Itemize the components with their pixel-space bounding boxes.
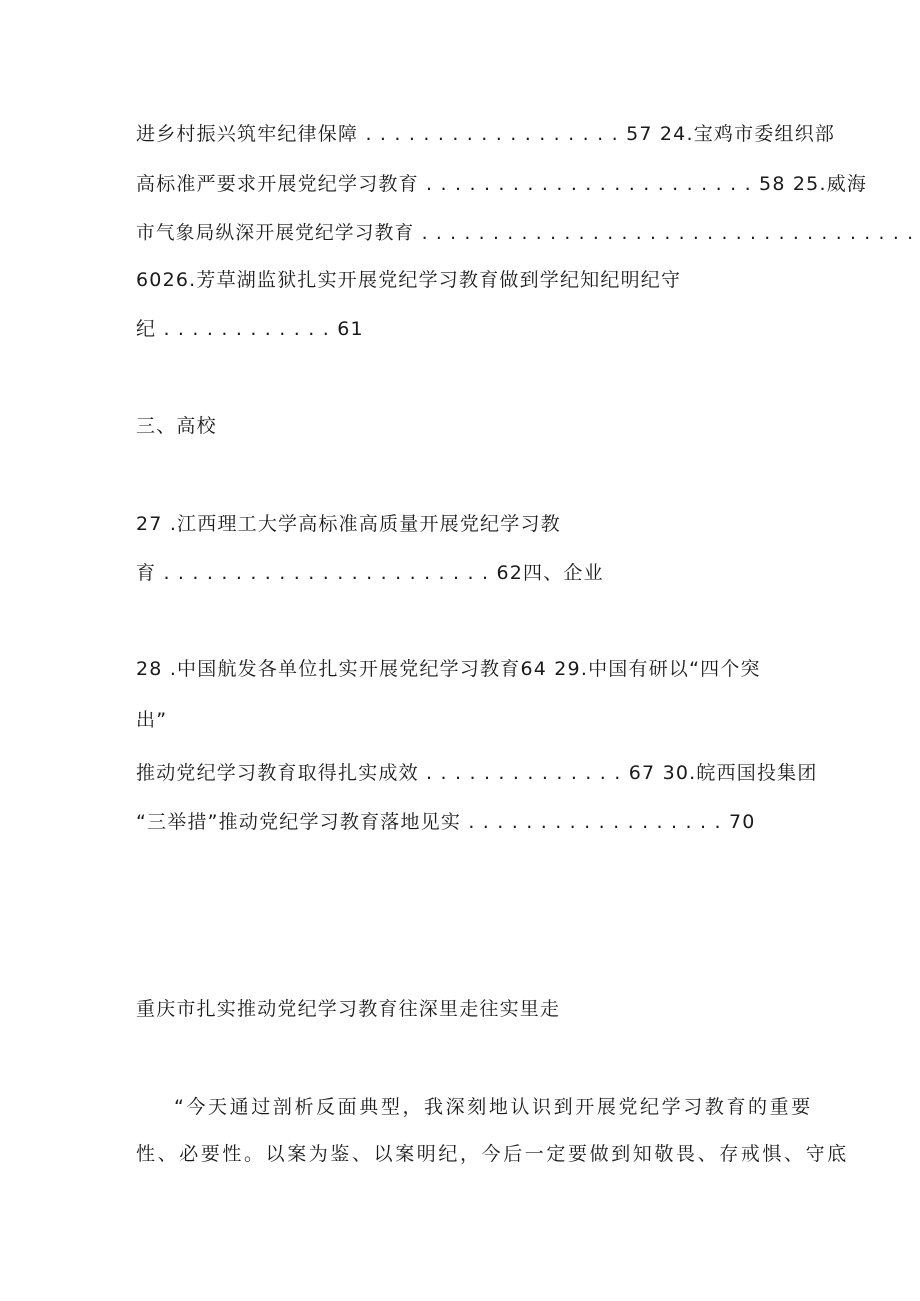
toc-line: 6026.芳草湖监狱扎实开展党纪学习教育做到学纪知纪明纪守 xyxy=(136,269,682,291)
toc-line: 出” xyxy=(136,709,168,731)
article-title: 重庆市扎实推动党纪学习教育往深里走往实里走 xyxy=(136,998,561,1020)
section-heading: 三、高校 xyxy=(136,415,217,437)
toc-line: 育 . . . . . . . . . . . . . . . . . . . . . . . 62四、企业 xyxy=(136,562,604,584)
paragraph-line: 性、必要性。以案为鉴、以案明纪，今后一定要做到知敬畏、存戒惧、守底 xyxy=(136,1143,849,1165)
toc-line: 推动党纪学习教育取得扎实成效 . . . . . . . . . . . . . . 67 30.皖西国投集团 xyxy=(136,762,818,784)
toc-line: 进乡村振兴筑牢纪律保障 . . . . . . . . . . . . . . . . . . 57 24.宝鸡市委组织部 xyxy=(136,123,836,145)
toc-line: “三举措”推动党纪学习教育落地见实 . . . . . . . . . . . . . . . . . . 70 xyxy=(136,811,756,833)
toc-line: 27 .江西理工大学高标准高质量开展党纪学习教 xyxy=(136,513,561,535)
toc-line: 市气象局纵深开展党纪学习教育 . . . . . . . . . . . . . . . . . . . . . . . . . . . . . . . . . . . xyxy=(136,223,915,244)
toc-line: 纪 . . . . . . . . . . . . 61 xyxy=(136,318,364,340)
toc-line: 28 .中国航发各单位扎实开展党纪学习教育64 29.中国有研以“四个突 xyxy=(136,658,761,680)
paragraph-line: “今天通过剖析反面典型，我深刻地认识到开展党纪学习教育的重要 xyxy=(174,1096,813,1118)
toc-line: 高标准严要求开展党纪学习教育 . . . . . . . . . . . . . . . . . . . . . . . 58 25.威海 xyxy=(136,173,868,195)
